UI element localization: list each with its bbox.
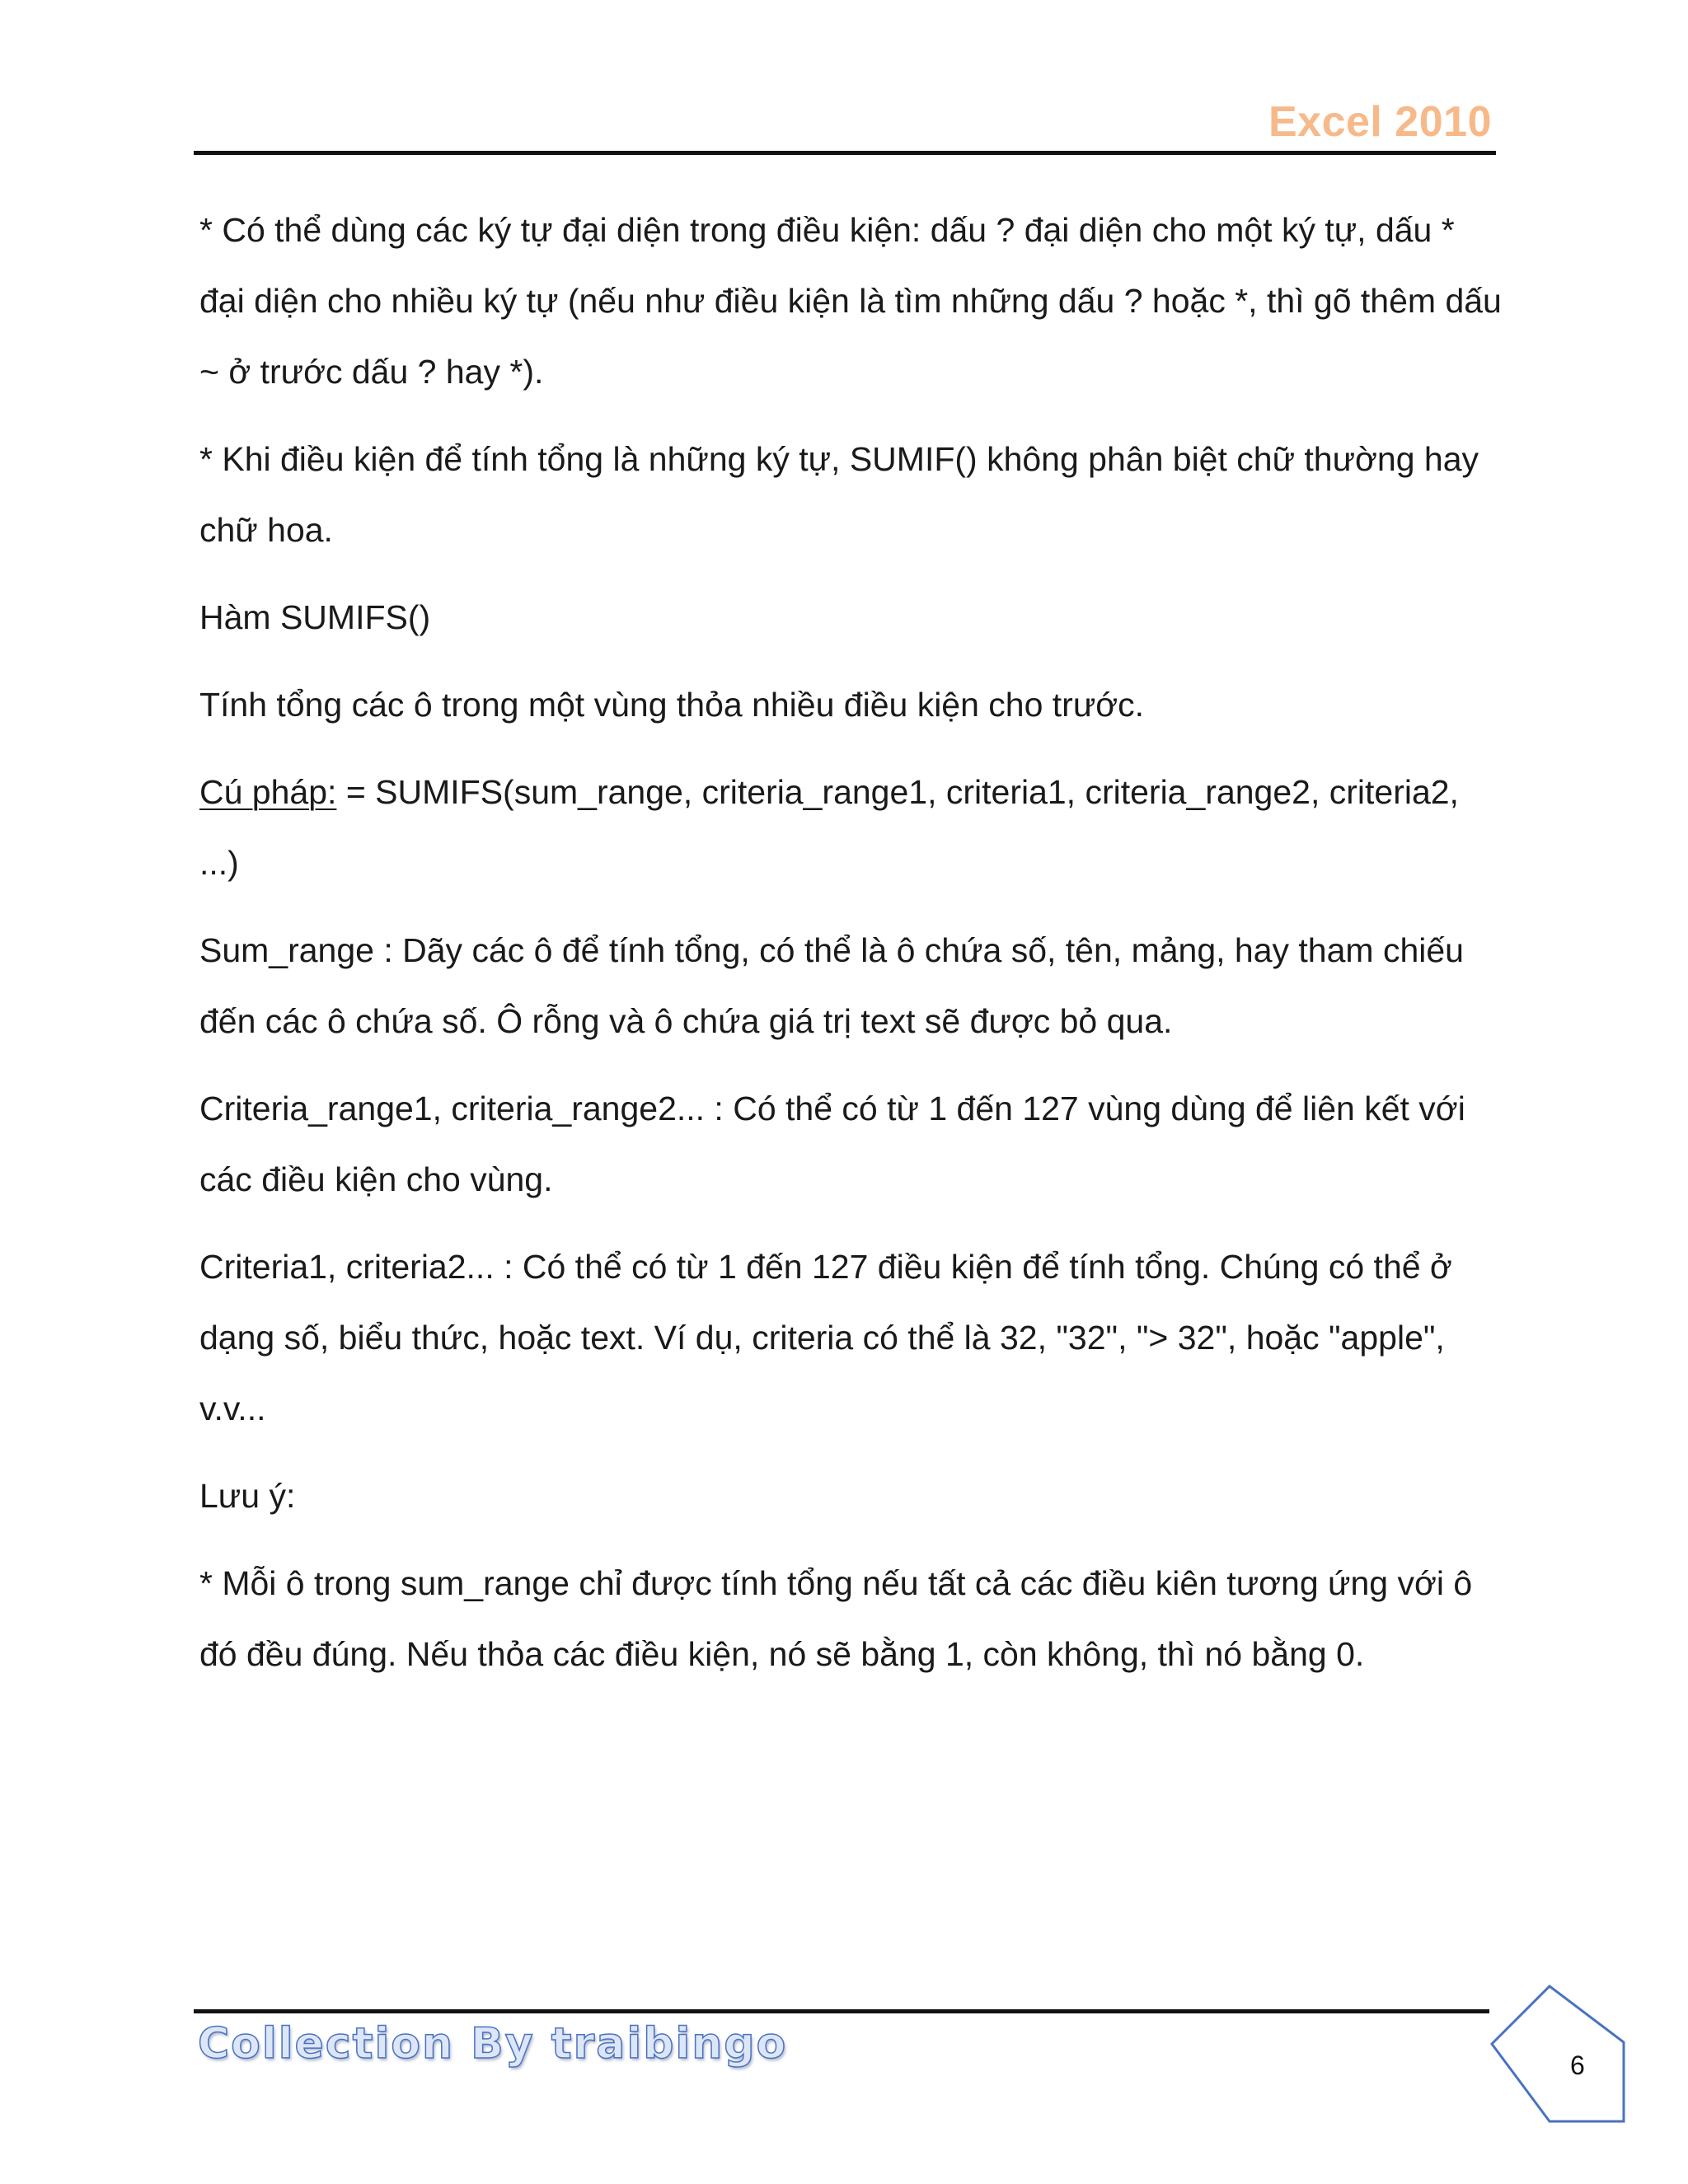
paragraph-note: * Mỗi ô trong sum_range chỉ được tính tổng nếu tất cả các điều kiên tương ứng với ô đó đều đúng. Nếu thỏa các điều kiện, nó sẽ bằng 1, còn không, thì nó bằng 0. <box>199 1564 1473 1673</box>
header-rule <box>194 151 1496 155</box>
paragraph-description: Tính tổng các ô trong một vùng thỏa nhiều điều kiện cho trước. <box>199 686 1145 724</box>
paragraph-note-label: Lưu ý: <box>199 1477 296 1515</box>
section-heading-sumifs: Hàm SUMIFS() <box>199 598 431 636</box>
page-number: 6 <box>1570 2050 1585 2080</box>
footer-rule <box>194 2009 1489 2013</box>
page-number-badge-icon <box>1484 1985 1632 2129</box>
syntax-label: Cú pháp: <box>199 773 337 811</box>
header-title: Excel 2010 <box>1268 98 1492 146</box>
footer-credit: Collection By traibingo <box>198 2019 788 2069</box>
syntax-formula: = SUMIFS(sum_range, criteria_range1, criteria1, criteria_range2, criteria2, ...) <box>199 773 1459 882</box>
paragraph-criteria-range: Criteria_range1, criteria_range2... : Có thể có từ 1 đến 127 vùng dùng để liên kết với các điều kiện cho vùng. <box>199 1090 1465 1198</box>
document-body <box>199 194 1502 1706</box>
paragraph-criteria: Criteria1, criteria2... : Có thể có từ 1 đến 127 điều kiện để tính tổng. Chúng có thể ở dạng số, biểu thức, hoặc text. Ví dụ, criteria có thể là 32, "32", "> 32", hoặc "apple", v.v... <box>199 1248 1452 1427</box>
paragraph-case-insensitive: * Khi điều kiện để tính tổng là những ký tự, SUMIF() không phân biệt chữ thường hay chữ hoa. <box>199 440 1479 549</box>
paragraph-wildcards: * Có thể dùng các ký tự đại diện trong điều kiện: dấu ? đại diện cho một ký tự, dấu * đại diện cho nhiều ký tự (nếu như điều kiện là tìm những dấu ? hoặc *, thì gõ thêm dấu ~ ở trước dấu ? hay *). <box>199 211 1502 391</box>
paragraph-syntax <box>199 757 1502 898</box>
paragraph-sum-range: Sum_range : Dãy các ô để tính tổng, có thể là ô chứa số, tên, mảng, hay tham chiếu đến các ô chứa số. Ô rỗng và ô chứa giá trị text sẽ được bỏ qua. <box>199 931 1464 1040</box>
